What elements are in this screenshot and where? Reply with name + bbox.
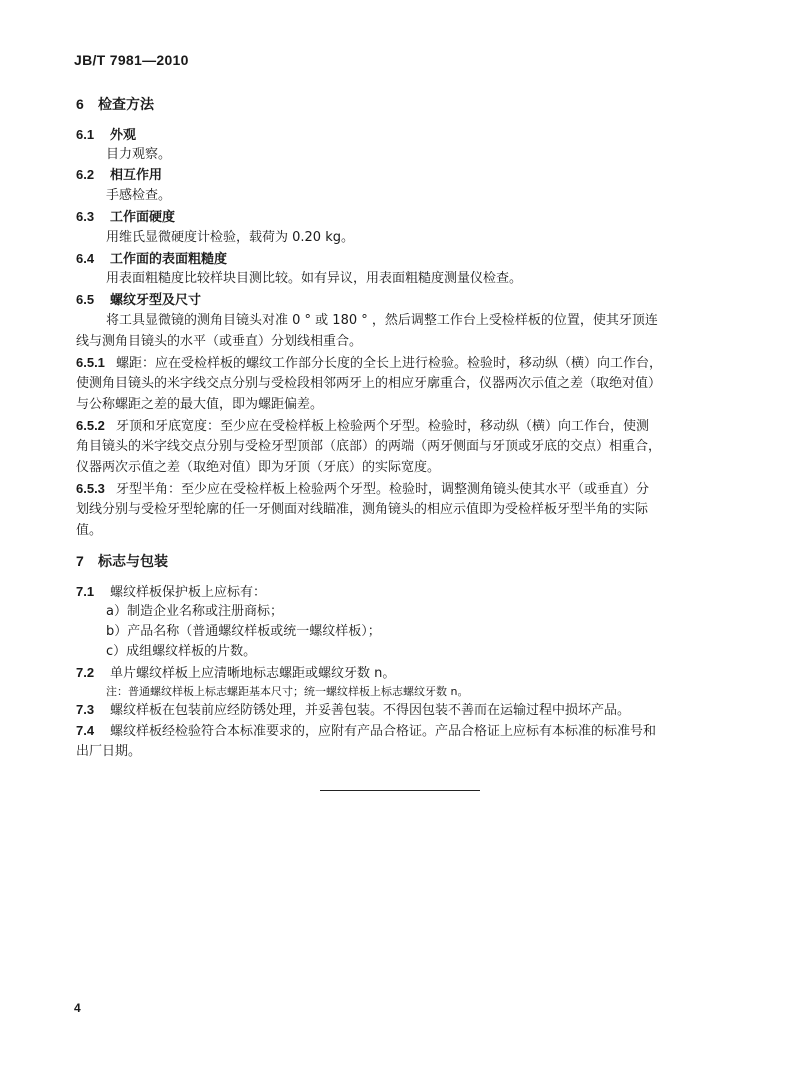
- paragraph: 用维氏显微硬度计检验，载荷为 0.20 kg。: [106, 230, 354, 245]
- section-7-2: [76, 664, 395, 683]
- section-number: 6.2: [76, 167, 95, 182]
- section-number: 7.4: [76, 723, 95, 738]
- section-6-5-heading: [76, 291, 201, 310]
- paragraph-line: 使测角目镜头的米字线交点分别与受检段相邻两牙上的相应牙廓重合，仪器两次示值之差（取绝对值）: [76, 376, 662, 391]
- paragraph-line: 将工具显微镜的测角目镜头对准 0 ° 或 180 ° ，然后调整工作台上受检样板的位置，使其牙顶连: [106, 313, 658, 328]
- end-rule: [320, 790, 480, 791]
- section-7-3: [76, 701, 630, 720]
- section-title: 工作面的表面粗糙度: [110, 252, 228, 267]
- section-7-4: [76, 722, 656, 741]
- paragraph-line: 牙型半角：至少应在受检样板上检验两个牙型。检验时，调整测角镜头使其水平（或垂直）分: [116, 482, 650, 497]
- paragraph: 单片螺纹样板上应清晰地标志螺距或螺纹牙数 n。: [110, 666, 396, 681]
- note: 注：普通螺纹样板上标志螺距基本尺寸；统一螺纹样板上标志螺纹牙数 n。: [106, 685, 469, 698]
- section-6-5-1: [76, 354, 662, 373]
- section-number: 6.1: [76, 127, 95, 142]
- section-7-1: [76, 583, 266, 602]
- section-title: 检查方法: [98, 97, 154, 113]
- section-number: 7.3: [76, 702, 95, 717]
- section-title: 螺纹牙型及尺寸: [110, 293, 202, 308]
- paragraph: 螺纹样板保护板上应标有：: [110, 585, 267, 600]
- section-number: 6.5.1: [76, 355, 105, 370]
- section-6-heading: [76, 95, 154, 114]
- section-6-3-heading: [76, 208, 175, 227]
- section-number: 6.5.2: [76, 418, 105, 433]
- section-title: 外观: [110, 128, 137, 143]
- paragraph-line: 螺纹样板经检验符合本标准要求的，应附有产品合格证。产品合格证上应标有本标准的标准号和: [110, 724, 657, 739]
- list-item: b）产品名称（普通螺纹样板或统一螺纹样板）；: [106, 624, 381, 639]
- section-title: 标志与包装: [98, 554, 168, 570]
- paragraph-line: 出厂日期。: [76, 744, 142, 759]
- paragraph-line: 线与测角目镜头的水平（或垂直）分划线相重合。: [76, 334, 363, 349]
- section-number: 6.5: [76, 292, 95, 307]
- page-number: 4: [74, 1001, 81, 1015]
- section-number: 7.2: [76, 665, 95, 680]
- section-number: 7: [76, 553, 84, 569]
- paragraph: 目力观察。: [106, 147, 172, 162]
- paragraph: 用表面粗糙度比较样块目测比较。如有异议，用表面粗糙度测量仪检查。: [106, 271, 523, 286]
- section-number: 6.3: [76, 209, 95, 224]
- paragraph-line: 与公称螺距之差的最大值，即为螺距偏差。: [76, 397, 324, 412]
- section-6-5-2: [76, 417, 649, 436]
- section-number: 6: [76, 96, 84, 112]
- section-number: 6.4: [76, 251, 95, 266]
- paragraph-line: 螺距：应在受检样板的螺纹工作部分长度的全长上进行检验。检验时，移动纵（横）向工作台，: [116, 356, 663, 371]
- section-6-5-3: [76, 480, 649, 499]
- section-6-2-heading: [76, 166, 162, 185]
- section-6-4-heading: [76, 250, 227, 269]
- section-number: 7.1: [76, 584, 95, 599]
- section-7-heading: [76, 552, 168, 571]
- section-number: 6.5.3: [76, 481, 105, 496]
- paragraph-line: 值。: [76, 523, 103, 538]
- paragraph-line: 划线分别与受检牙型轮廓的任一牙侧面对线瞄准，测角镜头的相应示值即为受检样板牙型半角的实际: [76, 502, 649, 517]
- paragraph-line: 角目镜头的米字线交点分别与受检牙型顶部（底部）的两端（两牙侧面与牙顶或牙底的交点）相重合，: [76, 439, 662, 454]
- section-6-1-heading: [76, 126, 136, 145]
- paragraph-line: 牙顶和牙底宽度：至少应在受检样板上检验两个牙型。检验时，移动纵（横）向工作台，使测: [116, 419, 650, 434]
- list-item: c）成组螺纹样板的片数。: [106, 644, 257, 659]
- list-item: a）制造企业名称或注册商标；: [106, 604, 283, 619]
- section-title: 工作面硬度: [110, 210, 176, 225]
- paragraph: 螺纹样板在包装前应经防锈处理，并妥善包装。不得因包装不善而在运输过程中损坏产品。: [110, 703, 631, 718]
- paragraph-line: 仪器两次示值之差（取绝对值）即为牙顶（牙底）的实际宽度。: [76, 460, 441, 475]
- standard-code: JB/T 7981—2010: [74, 52, 189, 68]
- section-title: 相互作用: [110, 168, 163, 183]
- paragraph: 手感检查。: [106, 188, 172, 203]
